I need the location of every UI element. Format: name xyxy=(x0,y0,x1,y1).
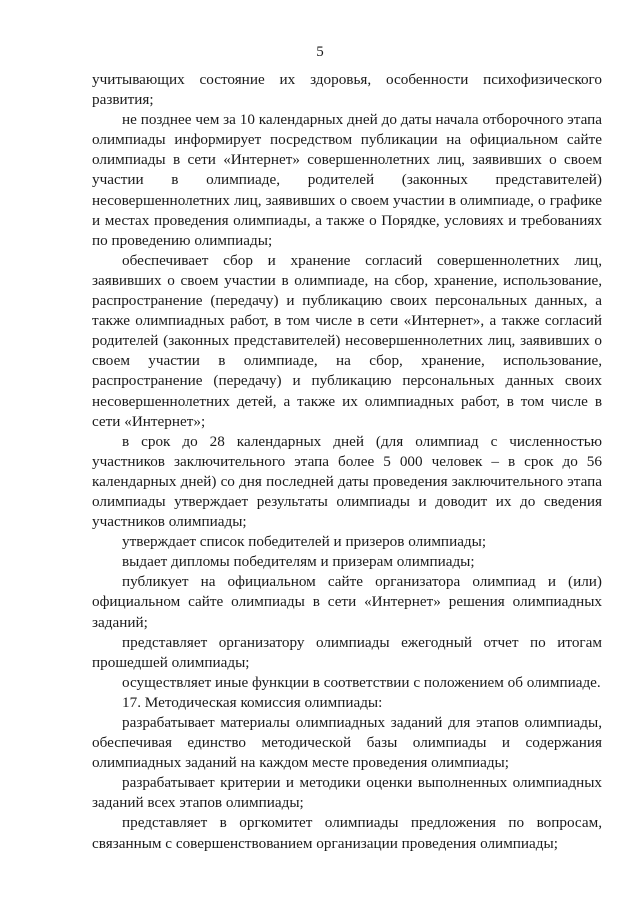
paragraph: представляет в оргкомитет олимпиады предложения по вопросам, связанным с совершенствованием организации проведения олимпиады; xyxy=(92,814,602,852)
paragraph: разрабатывает критерии и методики оценки выполненных олимпиадных заданий всех этапов олимпиады; xyxy=(92,774,602,812)
paragraph: учитывающих состояние их здоровья, особенности психофизического развития; xyxy=(92,71,602,109)
paragraph: осуществляет иные функции в соответствии с положением об олимпиаде. xyxy=(122,673,601,691)
paragraph: выдает дипломы победителям и призерам олимпиады; xyxy=(122,553,475,571)
paragraph: обеспечивает сбор и хранение согласий совершеннолетних лиц, заявивших о своем участии в олимпиаде, на сбор, хранение, использование, распространение (передачу) и публикацию своих персональных данных, а также олимпиадных работ, в том числе в сети «Интернет», а также согласий родителей (законных представителей) несовершеннолетних лиц, заявивших о своем участии в олимпиаде, на сбор, хранение, использование, распространение (передачу) и публикацию персональных данных своих несовершеннолетних детей, а также их олимпиадных работ, в том числе в сети «Интернет»; xyxy=(92,251,602,430)
paragraph: представляет организатору олимпиады ежегодный отчет по итогам прошедшей олимпиады; xyxy=(92,633,602,671)
paragraph: утверждает список победителей и призеров олимпиады; xyxy=(122,533,487,551)
paragraph: публикует на официальном сайте организатора олимпиад и (или) официальном сайте олимпиады в сети «Интернет» решения олимпиадных заданий; xyxy=(92,573,602,631)
paragraph: не позднее чем за 10 календарных дней до даты начала отборочного этапа олимпиады информирует посредством публикации на официальном сайте олимпиады в сети «Интернет» совершеннолетних лиц, заявивших о своем участии в олимпиаде, родителей (законных представителей) несовершеннолетних лиц, заявивших о своем участии в олимпиаде, о графике и местах проведения олимпиады, а также о Порядке, условиях и требованиях по проведению олимпиады; xyxy=(92,111,602,249)
paragraph: 17. Методическая комиссия олимпиады: xyxy=(122,693,383,711)
document-body xyxy=(92,70,602,854)
paragraph: в срок до 28 календарных дней (для олимпиад с численностью участников заключительного этапа более 5 000 человек – в срок до 56 календарных дней) со дня последней даты проведения заключительного этапа олимпиады утверждает результаты олимпиады и доводит их до сведения участников олимпиады; xyxy=(92,432,602,531)
page-number: 5 xyxy=(316,44,324,60)
paragraph: разрабатывает материалы олимпиадных заданий для этапов олимпиады, обеспечивая единство методической базы олимпиады и содержания олимпиадных заданий на каждом месте проведения олимпиады; xyxy=(92,714,602,772)
